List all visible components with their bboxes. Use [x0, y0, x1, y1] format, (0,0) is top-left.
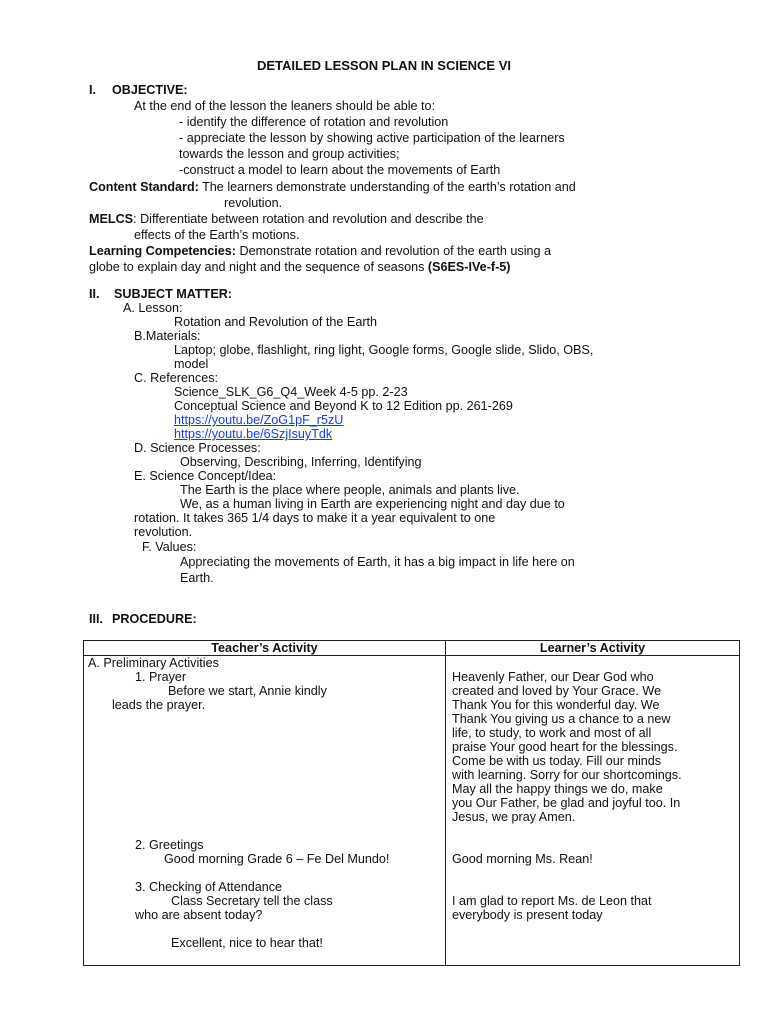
lesson-label: A. Lesson: [123, 301, 183, 315]
learner-column-header: Learner’s Activity [446, 641, 740, 656]
objective-intro: At the end of the lesson the leaners should be able to: [134, 99, 436, 113]
objective-item: - identify the difference of rotation and revolution [179, 115, 449, 129]
teacher-text: Good morning Grade 6 – Fe Del Mundo! [164, 852, 390, 866]
values-label: F. Values: [142, 540, 197, 554]
procedure-number: III. [89, 612, 103, 626]
procedure-table [83, 640, 740, 966]
preliminary-heading: A. Preliminary Activities [88, 656, 219, 670]
values-text-cont: Earth. [180, 571, 214, 585]
competencies-label: Learning Competencies: [89, 244, 236, 258]
melcs-label: MELCS [89, 212, 134, 226]
concept-text: revolution. [134, 525, 193, 539]
teacher-text: leads the prayer. [112, 698, 206, 712]
reference-item: Conceptual Science and Beyond K to 12 Edition pp. 261-269 [174, 399, 513, 413]
learner-text: everybody is present today [452, 908, 603, 922]
learner-text: praise Your good heart for the blessings. [452, 740, 678, 754]
teacher-text: Class Secretary tell the class [171, 894, 333, 908]
melcs-text: : Differentiate between rotation and revolution and describe the [133, 212, 484, 226]
teacher-text: who are absent today? [135, 908, 263, 922]
content-standard-text-cont: revolution. [224, 196, 283, 210]
materials-text: Laptop; globe, flashlight, ring light, Google forms, Google slide, Slido, OBS, [174, 343, 594, 357]
reference-item: Science_SLK_G6_Q4_Week 4-5 pp. 2-23 [174, 385, 408, 399]
concept-label: E. Science Concept/Idea: [134, 469, 277, 483]
lesson-title: Rotation and Revolution of the Earth [174, 315, 378, 329]
objective-heading: OBJECTIVE: [112, 83, 188, 97]
subject-matter-heading: SUBJECT MATTER: [114, 287, 233, 301]
competencies-cont [89, 260, 510, 275]
objective-item: - appreciate the lesson by showing active participation of the learners [179, 131, 565, 145]
document-title: DETAILED LESSON PLAN IN SCIENCE VI [256, 58, 511, 73]
teacher-text: Before we start, Annie kindly [168, 684, 327, 698]
processes-label: D. Science Processes: [134, 441, 261, 455]
procedure-heading: PROCEDURE: [112, 612, 197, 626]
competencies-text-cont: globe to explain day and night and the sequence of seasons [89, 260, 428, 274]
melcs [89, 212, 484, 227]
learner-activity-cell [446, 656, 740, 966]
subject-matter-number: II. [89, 287, 100, 301]
content-standard-text: The learners demonstrate understanding of the earth’s rotation and [198, 180, 576, 194]
learner-text: created and loved by Your Grace. We [452, 684, 662, 698]
prayer-label: 1. Prayer [135, 670, 187, 684]
learner-text: Thank You for this wonderful day. We [452, 698, 660, 712]
learner-text: Heavenly Father, our Dear God who [452, 670, 654, 684]
learner-text: May all the happy things we do, make [452, 782, 663, 796]
competency-code: (S6ES-IVe-f-5) [427, 260, 511, 274]
values-text: Appreciating the movements of Earth, it has a big impact in life here on [180, 555, 575, 569]
objective-item: towards the lesson and group activities; [179, 147, 400, 161]
learner-text: I am glad to report Ms. de Leon that [452, 894, 652, 908]
processes-text: Observing, Describing, Inferring, Identifying [180, 455, 422, 469]
reference-link[interactable]: https://youtu.be/6SzjIsuyTdk [174, 427, 333, 441]
concept-text: The Earth is the place where people, animals and plants live. [180, 483, 520, 497]
reference-link[interactable]: https://youtu.be/ZoG1pF_r5zU [174, 413, 344, 427]
table-header-row [84, 641, 740, 656]
teacher-activity-cell [84, 656, 446, 966]
learner-text: Good morning Ms. Rean! [452, 852, 593, 866]
objective-number: I. [89, 83, 96, 97]
learner-text: life, to study, to work and most of all [452, 726, 652, 740]
objective-item: -construct a model to learn about the movements of Earth [179, 163, 501, 177]
attendance-label: 3. Checking of Attendance [135, 880, 283, 894]
concept-text: rotation. It takes 365 1/4 days to make it a year equivalent to one [134, 511, 496, 525]
materials-text-cont: model [174, 357, 209, 371]
learner-text: Come be with us today. Fill our minds [452, 754, 662, 768]
competencies-text: Demonstrate rotation and revolution of the earth using a [235, 244, 552, 258]
teacher-text: Excellent, nice to hear that! [171, 936, 323, 950]
teacher-column-header: Teacher’s Activity [84, 641, 446, 656]
concept-text: We, as a human living in Earth are experiencing night and day due to [180, 497, 565, 511]
learner-text: you Our Father, be glad and joyful too. In [452, 796, 681, 810]
greetings-label: 2. Greetings [135, 838, 204, 852]
melcs-text-cont: effects of the Earth’s motions. [134, 228, 300, 242]
table-row [84, 656, 740, 966]
content-standard-label: Content Standard: [89, 180, 199, 194]
references-label: C. References: [134, 371, 218, 385]
learner-text: Thank You giving us a chance to a new [452, 712, 671, 726]
competencies [89, 244, 551, 259]
learner-text: Jesus, we pray Amen. [452, 810, 576, 824]
learner-text: with learning. Sorry for our shortcomings. [452, 768, 682, 782]
materials-label: B.Materials: [134, 329, 201, 343]
content-standard [89, 180, 576, 195]
